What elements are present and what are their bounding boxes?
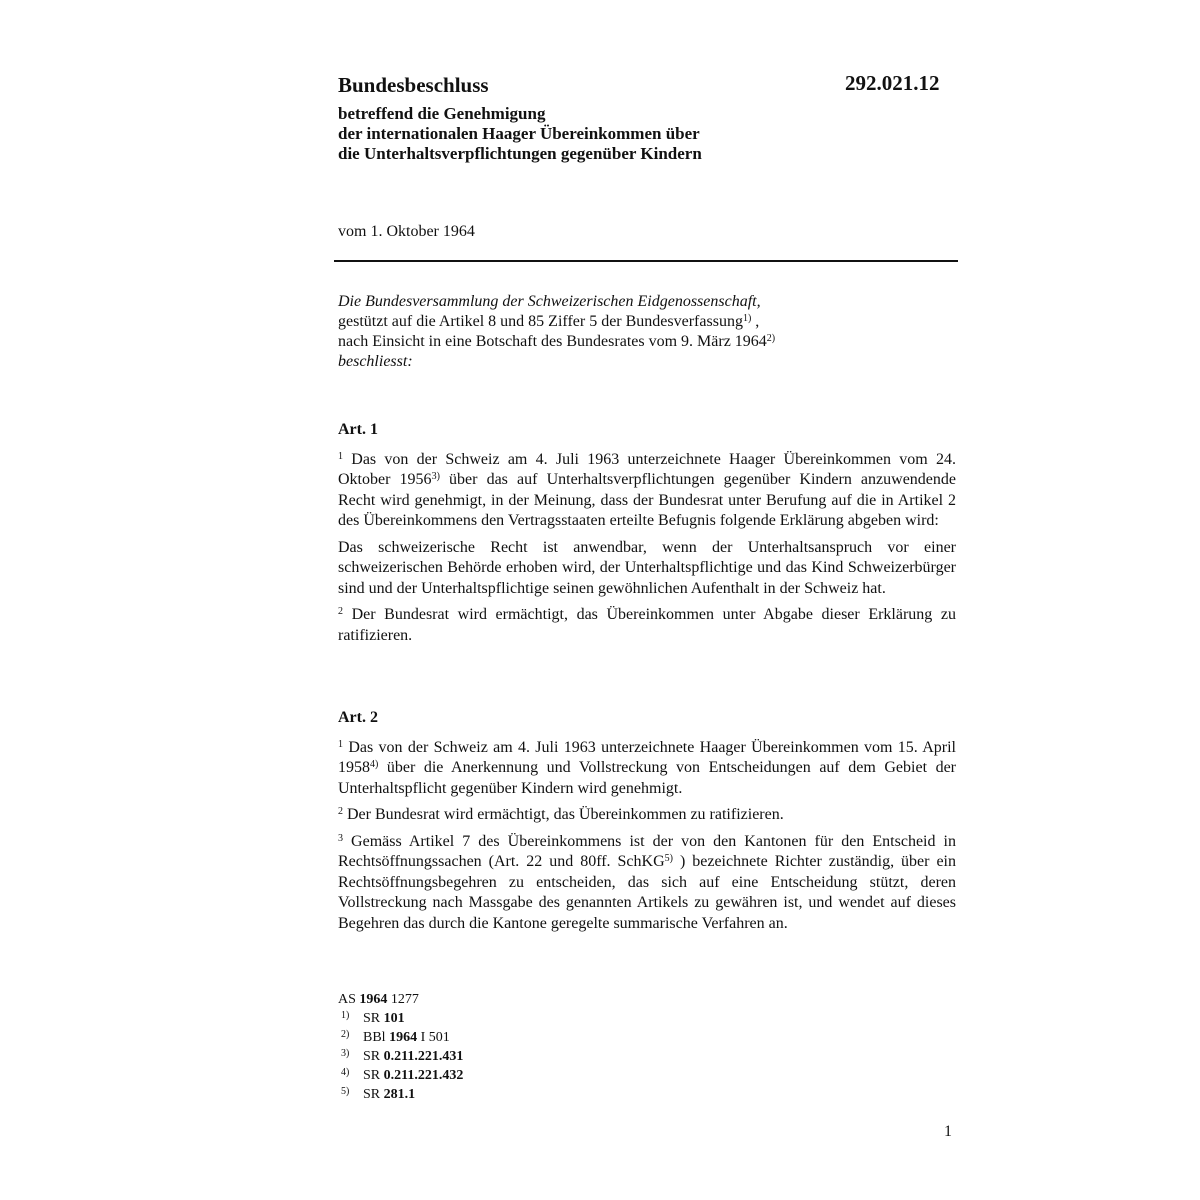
footnotes — [338, 992, 463, 1103]
preamble-assembly: Die Bundesversammlung der Schweizerischen Eidgenossenschaft, — [338, 293, 761, 310]
page-number: 1 — [944, 1123, 952, 1140]
footnote-number: 101 — [383, 1011, 405, 1026]
document-subtitle — [338, 104, 958, 164]
footnote-number: 0.211.221.432 — [383, 1068, 464, 1083]
paragraph-text: Der Bundesrat wird ermächtigt, das Übereinkommen unter Abgabe dieser Erklärung zu ratifizieren. — [338, 606, 956, 644]
as-year: 1964 — [359, 992, 388, 1007]
article-paragraph — [338, 605, 956, 646]
footnote-item — [338, 1046, 463, 1065]
footnote-prefix: SR — [363, 1068, 384, 1083]
footnote-ref: 4) — [370, 759, 379, 770]
paragraph-number: 1 — [338, 738, 343, 750]
preamble-basis-text: gestützt auf die Artikel 8 und 85 Ziffer 5 der Bundesverfassung — [338, 313, 743, 330]
footnote-marker: 5) — [341, 1086, 350, 1097]
paragraph-text: Das von der Schweiz am 4. Juli 1963 unterzeichnete Haager Übereinkommen vom 24. Oktober 1956 — [338, 450, 956, 488]
article-paragraph — [338, 805, 956, 826]
footnote-prefix: SR — [363, 1049, 384, 1064]
footnote-suffix: I 501 — [417, 1030, 450, 1045]
document-date: vom 1. Oktober 1964 — [338, 223, 475, 240]
preamble — [338, 292, 958, 372]
footnote-prefix: SR — [363, 1011, 384, 1026]
subtitle-line: der internationalen Haager Übereinkommen über — [338, 124, 700, 143]
article-1 — [338, 420, 956, 652]
subtitle-line: betreffend die Genehmigung — [338, 104, 546, 123]
preamble-basis-tail: , — [751, 313, 760, 330]
article-heading: Art. 1 — [338, 421, 378, 438]
footnote-prefix: SR — [363, 1087, 384, 1102]
paragraph-number: 2 — [338, 806, 343, 817]
paragraph-text: Der Bundesrat wird ermächtigt, das Übereinkommen zu ratifizieren. — [343, 806, 784, 823]
footnote-ref: 2) — [766, 333, 776, 344]
article-paragraph — [338, 450, 956, 532]
preamble-message — [338, 332, 958, 352]
footnote-marker: 4) — [341, 1067, 350, 1078]
paragraph-text: über die Anerkennung und Vollstreckung von Entscheidungen auf dem Gebiet der Unterhaltspflicht gegenüber Kindern wird genehmigt. — [338, 759, 956, 797]
paragraph-number: 2 — [338, 606, 343, 617]
article-paragraph — [338, 738, 956, 800]
footnote-marker: 1) — [341, 1010, 350, 1021]
preamble-message-text: nach Einsicht in eine Botschaft des Bundesrates vom 9. März 1964 — [338, 333, 767, 350]
footnote-item — [338, 1065, 463, 1084]
official-collection-ref — [338, 992, 463, 1008]
footnote-ref: 3) — [431, 471, 440, 482]
declaration-paragraph: Das schweizerische Recht ist anwendbar, wenn der Unterhaltsanspruch vor einer schweizerischen Behörde erhoben wird, der Unterhaltspflichtige und das Kind Schweizerbürger sind und der Unterhaltspflichtige seinen gewöhnlichen Aufenthalt in der Schweiz hat. — [338, 538, 956, 597]
sr-number: 292.021.12 — [845, 71, 940, 95]
footnote-number: 1964 — [389, 1030, 418, 1045]
subtitle-line: die Unterhaltsverpflichtungen gegenüber Kindern — [338, 144, 702, 163]
paragraph-number: 3 — [338, 832, 343, 844]
document-title: Bundesbeschluss — [338, 73, 489, 97]
footnote-ref: 1) — [742, 313, 752, 324]
as-prefix: AS — [338, 992, 360, 1007]
footnote-item — [338, 1008, 463, 1027]
paragraph-text: Gemäss Artikel 7 des Übereinkommens ist der von den Kantonen für den Entscheid in Rechtsöffnungssachen (Art. 22 und 80ff. SchKG — [338, 832, 956, 870]
article-heading: Art. 2 — [338, 709, 378, 726]
article-2 — [338, 708, 956, 940]
article-paragraph — [338, 832, 956, 935]
paragraph-text: ) bezeichnete Richter zuständig, über ein Rechtsöffnungsbegehren zu entscheiden, das sich auf eine Entscheidung stützt, deren Vollstreckung nach Massgabe des genannten Artikels zu gewähren ist, und wendet auf dieses Begehren das durch die Kantone geregelte summarische Verfahren an. — [338, 853, 956, 932]
paragraph-text: Das von der Schweiz am 4. Juli 1963 unterzeichnete Haager Übereinkommen vom 15. April 1958 — [338, 738, 956, 776]
footnote-ref: 5) — [664, 853, 673, 864]
footnote-number: 281.1 — [383, 1087, 416, 1102]
footnote-marker: 2) — [341, 1029, 350, 1040]
horizontal-divider — [334, 260, 958, 262]
preamble-basis — [338, 312, 958, 332]
paragraph-number: 1 — [338, 450, 343, 462]
footnote-prefix: BBl — [363, 1030, 390, 1045]
as-page: 1277 — [387, 992, 419, 1007]
preamble-resolves: beschliesst: — [338, 353, 413, 370]
footnote-item — [338, 1027, 463, 1046]
footnote-item — [338, 1084, 463, 1103]
footnote-marker: 3) — [341, 1048, 350, 1059]
paragraph-text: über das auf Unterhaltsverpflichtungen gegenüber Kindern anzuwendende Recht wird genehmigt, in der Meinung, dass der Bundesrat unter Berufung auf die in Artikel 2 des Übereinkommens den Vertragsstaaten erteilte Befugnis folgende Erklärung abgeben wird: — [338, 471, 956, 529]
footnote-number: 0.211.221.431 — [383, 1049, 464, 1064]
